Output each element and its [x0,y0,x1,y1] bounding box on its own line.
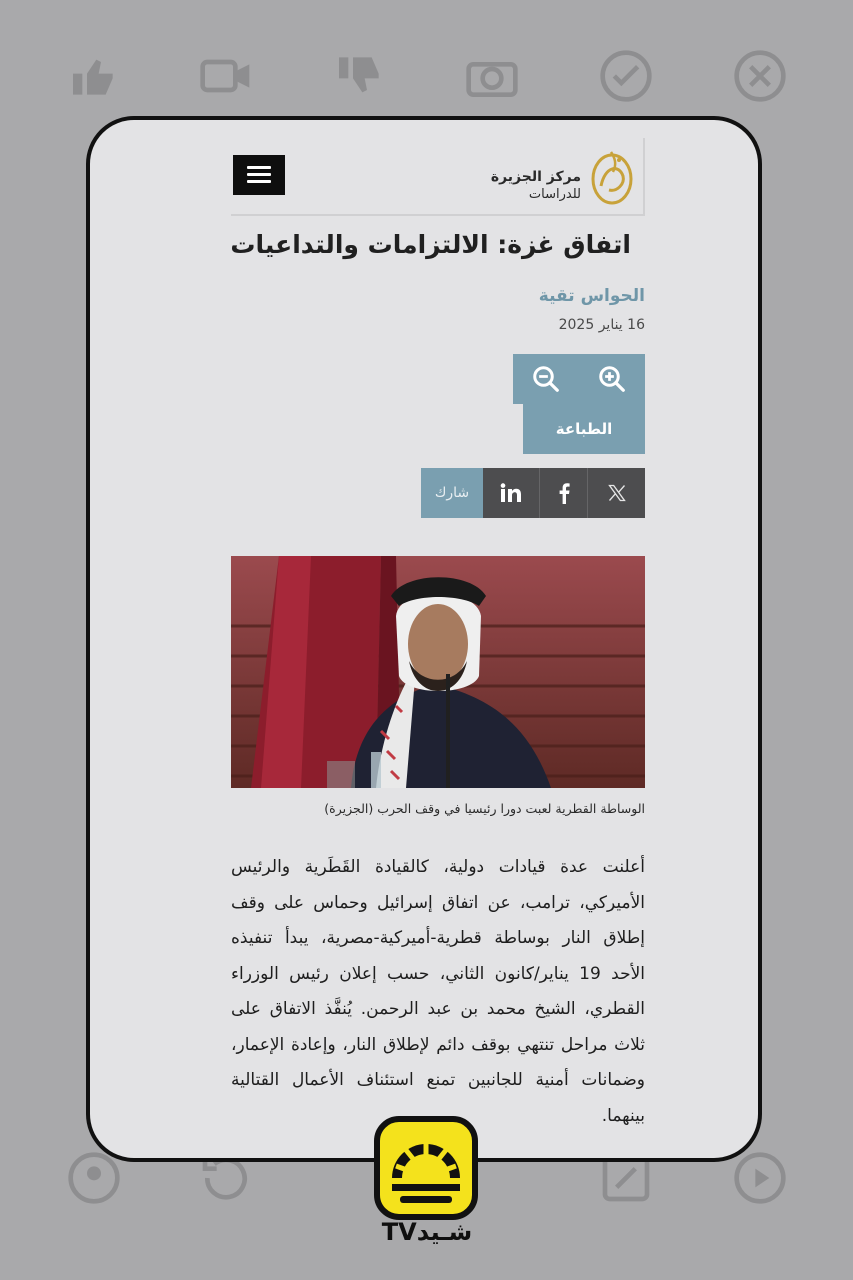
share-x-button[interactable] [587,468,645,518]
check-circle-icon [598,48,654,104]
text-zoom-controls [513,354,645,404]
user-circle-icon [66,1150,122,1206]
zoom-in-button[interactable] [579,354,645,404]
article-date: 16 يناير 2025 [558,317,645,333]
video-camera-icon [198,48,254,104]
logo-line2: للدراسات [528,187,581,202]
share-facebook-button[interactable] [539,468,587,518]
facebook-icon [557,482,571,504]
article-photo-image [231,556,645,788]
zoom-out-icon [531,364,561,394]
thumbs-down-icon [332,48,388,104]
phone-frame [86,116,762,1162]
share-label: شارك [421,468,483,518]
aljazeera-logo-icon[interactable] [589,146,635,208]
brand-name: شـيدTV [381,1218,473,1246]
photo-caption: الوساطة القطرية لعبت دورا رئيسيا في وقف الحرب (الجزيرة) [324,801,645,816]
print-button[interactable]: الطباعة [523,404,645,454]
article-photo [231,556,645,788]
site-logo-text[interactable] [491,168,581,204]
hamburger-menu-icon[interactable] [233,155,285,195]
x-twitter-icon [607,483,627,503]
article-author[interactable]: الحواس تقية [538,286,645,306]
sun-tv-logo-icon [374,1116,478,1220]
article-body: أعلنت عدة قيادات دولية، كالقيادة القَطَرية والرئيس الأميركي، ترامب، عن اتفاق إسرائيل وحماس على وقف إطلاق النار بوساطة قطرية-أميركية-مصرية، يبدأ تنفيذه الأحد 19 يناير/كانون الثاني، حسب إعلان رئيس الوزراء القطري، الشيخ محمد بن عبد الرحمن. يُنفَّذ الاتفاق على ثلاث مراحل تنتهي بوقف دائم لإطلاق النار، وإعادة الإعمار، وضمانات أمنية للجانبين تمنع استئناف الأعمال القتالية بينهما. [231,857,645,1126]
article-page [231,120,645,1158]
zoom-in-icon [597,364,627,394]
close-circle-icon [732,48,788,104]
zoom-out-button[interactable] [513,354,579,404]
article-title: اتفاق غزة: الالتزامات والتداعيات [230,230,631,259]
thumbs-up-icon [66,48,122,104]
share-bar [421,468,645,518]
play-circle-icon [732,1150,788,1206]
linkedin-icon [500,483,522,503]
logo-line1: مركز الجزيرة [490,169,581,185]
camera-icon [464,48,520,104]
site-header [231,138,645,216]
share-linkedin-button[interactable] [483,468,539,518]
